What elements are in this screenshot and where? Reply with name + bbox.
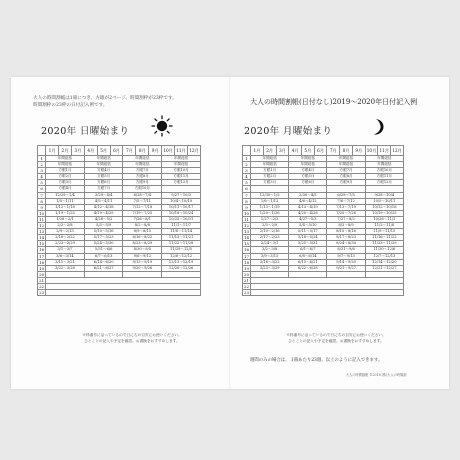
page-header: 大人の時間割帳(日付なし)2019〜2020年日付記入例	[250, 98, 418, 106]
date-range-cell: 4/5〜4/11	[84, 198, 123, 204]
date-range-cell: 年間総括	[46, 162, 85, 168]
table-note	[268, 333, 404, 344]
date-range-cell: 1/13〜1/19	[251, 204, 289, 210]
date-range-cell: 7/13〜7/19	[327, 204, 365, 210]
date-range-cell: 1/6〜1/12	[251, 198, 289, 204]
date-range-cell: 6/8〜6/14	[289, 253, 327, 259]
month-header: 6月	[314, 146, 327, 156]
date-range-cell: 年間総括	[123, 162, 162, 168]
month-header: 5月	[301, 146, 314, 156]
date-range-cell: 方眼11月	[162, 174, 201, 180]
week-number: 15	[39, 241, 45, 247]
date-range-cell: 4/26〜5/2	[84, 216, 123, 222]
table-row	[38, 290, 201, 296]
footer-note: 週間のみの場合は、 1冊あたり23週。以上のように記入できます。	[250, 358, 383, 363]
date-range-cell: 方眼11月	[365, 174, 403, 180]
date-range-cell: 方眼6月	[84, 180, 123, 186]
date-range-cell: 方眼2月	[251, 174, 289, 180]
date-range-cell: 10/19〜10/25	[365, 210, 403, 216]
month-header: 3月	[71, 146, 84, 156]
date-range-cell: 10/25〜10/31	[162, 216, 201, 222]
month-header: 11月	[378, 146, 391, 156]
week-number: 10	[244, 210, 249, 216]
date-range-cell: 11/30〜12/6	[365, 247, 403, 253]
date-range-cell: 7/5〜7/11	[123, 198, 162, 204]
week-number: 2	[243, 162, 251, 168]
date-range-cell: 8/30〜9/5	[123, 247, 162, 253]
date-range-cell: 年間総括	[123, 156, 162, 162]
date-range-cell: 6/28〜7/4	[123, 192, 162, 198]
date-range-cell: 1/5〜1/11	[46, 198, 85, 204]
month-header: 2月	[263, 146, 276, 156]
date-range-cell: 8/9〜8/15	[123, 229, 162, 235]
week-number: 17	[39, 253, 45, 259]
date-range-cell: 11/15〜11/21	[162, 235, 201, 241]
table-note-line-2: ひとことの記入や予定を確認。お書換をおすすめします。	[288, 338, 384, 343]
table-note-line-1: ※枠番号に沿っているので日にちの目安にお使いください。	[82, 333, 182, 337]
date-range-cell: 方眼10月	[123, 186, 162, 192]
date-range-cell: 12/14〜12/20	[365, 259, 403, 265]
week-number: 17	[244, 253, 249, 259]
date-range-cell: 7/12〜7/18	[123, 204, 162, 210]
date-range-cell: 10/26〜11/1	[365, 216, 403, 222]
date-range-cell: 10/18〜10/24	[162, 210, 201, 216]
date-range-cell: 年間総括	[84, 156, 123, 162]
date-range-cell: 7/27〜8/2	[327, 216, 365, 222]
week-number: 21	[244, 277, 249, 283]
note-area-cell	[46, 290, 201, 296]
date-range-cell: 方眼2月	[46, 174, 85, 180]
date-range-cell: 10/4〜10/10	[162, 198, 201, 204]
date-range-cell: 4/13〜4/19	[289, 204, 327, 210]
week-number: 12	[244, 223, 249, 229]
date-range-cell: 11/1〜11/7	[162, 223, 201, 229]
month-header: 10月	[162, 146, 175, 156]
date-range-cell: 方眼7月	[84, 186, 123, 192]
table-header-row	[243, 146, 404, 156]
date-range-cell: 4/27〜5/3	[289, 216, 327, 222]
calendar-table-monday-start	[242, 145, 404, 296]
date-range-cell: 1/27〜2/2	[251, 216, 289, 222]
date-range-cell: 2/23〜2/29	[46, 241, 85, 247]
date-range-cell: 9/7〜9/13	[327, 253, 365, 259]
date-range-cell: 8/10〜8/16	[327, 229, 365, 235]
date-range-cell: 9/21〜9/27	[327, 265, 365, 271]
week-number: 18	[39, 259, 45, 265]
date-range-cell: 9/14〜9/20	[327, 259, 365, 265]
date-range-cell: 8/23〜8/29	[123, 241, 162, 247]
month-header: 1月	[46, 146, 59, 156]
week-number: 5	[38, 180, 46, 186]
week-number: 10	[39, 210, 45, 216]
date-range-cell: 3/1〜3/7	[46, 247, 85, 253]
month-header: 2月	[59, 146, 72, 156]
date-range-cell: 3/8〜3/14	[46, 253, 85, 259]
date-range-cell: 年間総括	[365, 156, 403, 162]
page-title-sunday: 2020年 日曜始まり	[41, 126, 130, 137]
date-range-cell: 11/2〜11/8	[365, 223, 403, 229]
date-range-cell: 6/29〜7/5	[327, 192, 365, 198]
month-header: 1月	[251, 146, 264, 156]
date-range-cell: 2/3〜2/9	[251, 223, 289, 229]
week-number: 4	[243, 174, 251, 180]
intro-text	[33, 95, 223, 109]
week-number: 8	[38, 198, 46, 204]
date-range-cell: 方眼1月	[46, 168, 85, 174]
intro-line-2: 時間割枠の23枠の日付記入例です。	[33, 103, 108, 108]
week-number: 20	[244, 271, 249, 277]
week-number: 8	[243, 198, 251, 204]
date-range-cell: 方眼12月	[162, 180, 201, 186]
date-range-cell: 3/15〜3/21	[46, 259, 85, 265]
date-range-cell: 4/19〜4/25	[84, 210, 123, 216]
date-range-cell: 3/30〜4/5	[289, 192, 327, 198]
corner-cell	[243, 146, 251, 156]
week-number: 1	[243, 156, 251, 162]
left-page	[11, 77, 230, 389]
date-range-cell: 年間総括	[251, 162, 289, 168]
table-note-line-1: ※枠番号に沿っているので日にちの目安にお使いください。	[286, 333, 386, 337]
date-range-cell: 方眼1月	[251, 168, 289, 174]
date-range-cell: 3/23〜3/29	[251, 265, 289, 271]
week-number: 7	[38, 192, 46, 198]
date-range-cell: 8/16〜8/22	[123, 235, 162, 241]
date-range-cell: 8/3〜8/9	[327, 223, 365, 229]
month-header: 5月	[97, 146, 110, 156]
date-range-cell: 4/6〜4/12	[289, 198, 327, 204]
date-range-cell: 方眼4月	[84, 168, 123, 174]
week-number: 22	[244, 283, 249, 289]
month-header: 9月	[352, 146, 365, 156]
week-number: 23	[39, 290, 45, 296]
date-range-cell: 7/19〜7/25	[123, 210, 162, 216]
date-range-cell: 8/2〜8/8	[123, 223, 162, 229]
date-range-cell: 5/24〜5/30	[84, 241, 123, 247]
date-range-cell: 2/24〜3/1	[251, 241, 289, 247]
month-header: 10月	[365, 146, 378, 156]
date-range-cell: 12/30〜1/5	[251, 192, 289, 198]
date-range-cell: 5/3〜5/9	[84, 223, 123, 229]
date-range-cell: 9/6〜9/12	[123, 253, 162, 259]
date-range-cell: 10/12〜10/18	[365, 204, 403, 210]
week-number: 19	[39, 265, 45, 271]
date-range-cell: 6/14〜6/20	[84, 259, 123, 265]
week-number: 3	[243, 168, 251, 174]
week-number: 16	[244, 247, 249, 253]
table-note	[63, 333, 201, 344]
month-header: 3月	[276, 146, 289, 156]
week-number: 13	[244, 229, 249, 235]
week-number: 14	[244, 235, 249, 241]
date-range-cell: 5/25〜5/31	[289, 241, 327, 247]
date-range-cell: 3/16〜3/22	[251, 259, 289, 265]
date-range-cell: 8/24〜8/30	[327, 241, 365, 247]
week-number: 21	[39, 277, 45, 283]
date-range-cell: 3/22〜3/28	[46, 265, 85, 271]
date-range-cell: 9/13〜9/19	[123, 259, 162, 265]
date-range-cell: 方眼6月	[289, 180, 327, 186]
date-range-cell: 12/20〜12/26	[162, 265, 201, 271]
date-range-cell: 5/4〜5/10	[289, 223, 327, 229]
date-range-cell: 年間総括	[327, 162, 365, 168]
date-range-cell: 方眼10月	[365, 168, 403, 174]
date-range-cell: 12/21〜12/27	[365, 265, 403, 271]
date-range-cell: 4/20〜4/26	[289, 210, 327, 216]
date-range-cell: 方眼3月	[46, 180, 85, 186]
table-row	[243, 290, 404, 296]
month-header: 9月	[149, 146, 162, 156]
week-number: 6	[38, 186, 46, 192]
week-number: 13	[39, 229, 45, 235]
month-header: 7月	[327, 146, 340, 156]
date-range-cell: 6/22〜6/28	[289, 265, 327, 271]
week-number: 1	[38, 156, 46, 162]
date-range-cell: 年間総括	[162, 156, 201, 162]
moon-icon	[372, 118, 386, 136]
note-area-cell	[251, 290, 404, 296]
date-range-cell: 9/28〜10/4	[365, 192, 403, 198]
date-range-cell: 方眼8月	[327, 174, 365, 180]
date-range-cell: 7/26〜8/1	[123, 216, 162, 222]
date-range-cell: 方眼5月	[84, 174, 123, 180]
week-number: 19	[244, 265, 249, 271]
date-range-cell: 5/17〜5/23	[84, 235, 123, 241]
date-range-cell: 年間総括	[289, 162, 327, 168]
date-range-cell: 7/20〜7/26	[327, 210, 365, 216]
date-range-cell: 11/29〜12/5	[162, 247, 201, 253]
date-range-cell: 3/9〜3/15	[251, 253, 289, 259]
date-range-cell: 1/12〜1/18	[46, 204, 85, 210]
date-range-cell: 7/6〜7/12	[327, 198, 365, 204]
week-number: 9	[243, 204, 251, 210]
date-range-cell: 9/20〜9/26	[123, 265, 162, 271]
right-page	[230, 77, 449, 389]
month-header: 8月	[136, 146, 149, 156]
date-range-cell: 5/18〜5/24	[289, 235, 327, 241]
month-header: 11月	[175, 146, 188, 156]
date-range-cell: 1/19〜1/25	[46, 210, 85, 216]
date-range-cell: 12/29〜1/4	[46, 192, 85, 198]
date-range-cell: 2/2〜2/8	[46, 223, 85, 229]
date-range-cell: 6/7〜6/13	[84, 253, 123, 259]
date-range-cell: 10/11〜10/17	[162, 204, 201, 210]
date-range-cell: 方眼5月	[289, 174, 327, 180]
date-range-cell: 3/29〜4/4	[84, 192, 123, 198]
date-range-cell: 11/8〜11/14	[162, 229, 201, 235]
month-header: 4月	[84, 146, 97, 156]
table-note-line-2: ひとことの記入や予定を確認。お書換をおすすめします。	[84, 338, 180, 343]
week-number: 5	[243, 180, 251, 186]
date-range-cell: 12/13〜12/19	[162, 259, 201, 265]
week-number: 6	[243, 186, 251, 192]
date-range-cell: 1/26〜2/1	[46, 216, 85, 222]
month-header: 12月	[391, 146, 404, 156]
date-range-cell: 年間総括	[84, 162, 123, 168]
week-number: 11	[39, 216, 45, 222]
corner-cell	[38, 146, 46, 156]
page-title-monday: 2020年 月曜始まり	[244, 126, 333, 137]
week-number: 7	[243, 192, 251, 198]
date-range-cell: 方眼4月	[46, 186, 85, 192]
week-number: 18	[244, 259, 249, 265]
date-range-cell: 年間総括	[327, 156, 365, 162]
week-number: 2	[38, 162, 46, 168]
date-range-cell: 2/16〜2/22	[46, 235, 85, 241]
week-number: 23	[244, 290, 249, 296]
week-number: 22	[39, 283, 45, 289]
date-range-cell: 3/2〜3/8	[251, 247, 289, 253]
week-number: 3	[38, 168, 46, 174]
date-range-cell: 8/17〜8/23	[327, 235, 365, 241]
week-number: 9	[38, 204, 46, 210]
month-header: 12月	[187, 146, 200, 156]
week-number: 11	[244, 216, 249, 222]
date-range-cell: 年間総括	[365, 162, 403, 168]
date-range-cell: 11/22〜11/28	[162, 241, 201, 247]
date-range-cell: 年間総括	[46, 156, 85, 162]
credit-line: 大人の時間割帳 ©2018 (株)大人の時間割	[346, 373, 407, 377]
month-header: 8月	[340, 146, 353, 156]
date-range-cell: 10/5〜10/11	[365, 198, 403, 204]
intro-line-1: 大人の時間割帳は1冊につき、方眼が2ページ、時間割枠が23枠です。	[33, 96, 177, 101]
calendar-table-sunday-start	[37, 145, 201, 296]
date-range-cell: 6/15〜6/21	[289, 259, 327, 265]
date-range-cell: 11/16〜11/22	[365, 235, 403, 241]
date-range-cell: 12/7〜12/13	[365, 253, 403, 259]
date-range-cell: 1/20〜1/26	[251, 210, 289, 216]
book-spread	[11, 77, 449, 389]
date-range-cell: 5/11〜5/17	[289, 229, 327, 235]
sun-icon	[151, 115, 173, 137]
date-range-cell: 方眼9月	[327, 180, 365, 186]
date-range-cell: 方眼3月	[251, 180, 289, 186]
date-range-cell: 5/31〜6/6	[84, 247, 123, 253]
date-range-cell: 6/21〜6/27	[84, 265, 123, 271]
date-range-cell: 方眼8月	[123, 174, 162, 180]
date-range-cell: 年間総括	[162, 162, 201, 168]
month-header: 7月	[123, 146, 136, 156]
date-range-cell: 2/9〜2/15	[46, 229, 85, 235]
week-number: 20	[39, 271, 45, 277]
date-range-cell: 2/10〜2/16	[251, 229, 289, 235]
week-number: 12	[39, 223, 45, 229]
date-range-cell: 2/17〜2/23	[251, 235, 289, 241]
date-range-cell: 方眼10月	[162, 168, 201, 174]
date-range-cell: 4/12〜4/18	[84, 204, 123, 210]
week-number: 4	[38, 174, 46, 180]
week-number: 14	[39, 235, 45, 241]
date-range-cell: 5/10〜5/16	[84, 229, 123, 235]
month-header: 6月	[110, 146, 123, 156]
date-range-cell: 方眼9月	[123, 180, 162, 186]
month-header: 4月	[289, 146, 302, 156]
date-range-cell: 方眼7月	[123, 168, 162, 174]
week-number: 15	[244, 241, 249, 247]
date-range-cell: 年間総括	[289, 156, 327, 162]
date-range-cell: 8/31〜9/6	[327, 247, 365, 253]
date-range-cell: 11/9〜11/15	[365, 229, 403, 235]
date-range-cell: 11/23〜11/29	[365, 241, 403, 247]
date-range-cell: 方眼12月	[365, 180, 403, 186]
date-range-cell: 方眼4月	[289, 168, 327, 174]
date-range-cell: 年間総括	[251, 156, 289, 162]
week-number: 16	[39, 247, 45, 253]
date-range-cell: 6/1〜6/7	[289, 247, 327, 253]
date-range-cell: 12/6〜12/12	[162, 253, 201, 259]
table-header-row	[38, 146, 201, 156]
date-range-cell: 方眼7月	[327, 168, 365, 174]
date-range-cell: 9/27〜10/3	[162, 192, 201, 198]
